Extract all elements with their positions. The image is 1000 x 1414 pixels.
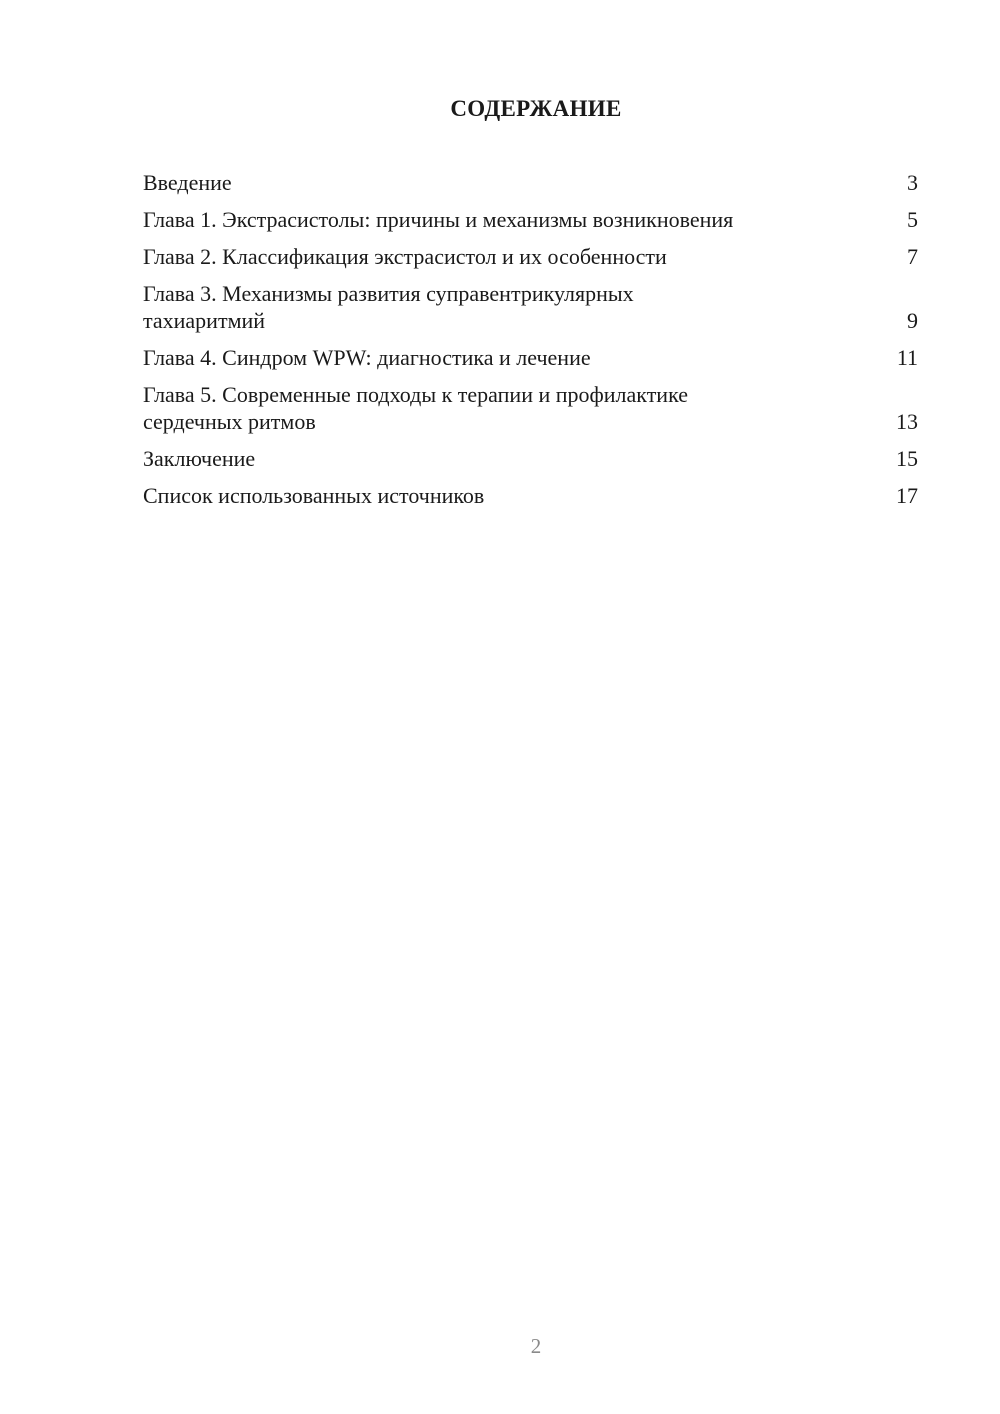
page-number: 2 (530, 1334, 542, 1358)
toc-entry-label: Заключение (143, 446, 256, 471)
toc-entry-page: 3 (907, 170, 918, 195)
toc-entry-references[interactable] (143, 482, 918, 509)
toc-entry-label: Глава 3. Механизмы развития суправентрикулярных тахиаритмий (143, 281, 634, 333)
toc-entry-label: Глава 4. Синдром WPW: диагностика и лечение (143, 345, 591, 370)
toc-entry-page: 17 (896, 483, 918, 508)
toc-entry-chapter-1[interactable] (143, 206, 918, 233)
toc-entry-label: Глава 1. Экстрасистолы: причины и механизмы возникновения (143, 207, 734, 232)
toc-entry-label: Список использованных источников (143, 483, 485, 508)
toc-entry-label: Введение (143, 170, 232, 195)
toc-entry-chapter-5[interactable] (143, 381, 918, 435)
toc-entry-introduction[interactable] (143, 169, 918, 196)
toc-entry-page: 5 (907, 207, 918, 232)
toc-entry-chapter-2[interactable] (143, 243, 918, 270)
toc-entry-label: Глава 2. Классификация экстрасистол и их особенности (143, 244, 667, 269)
toc-entry-chapter-4[interactable] (143, 344, 918, 371)
toc-entry-label: Глава 5. Современные подходы к терапии и профилактике сердечных ритмов (143, 382, 688, 434)
toc-entry-page: 15 (896, 446, 918, 471)
toc-entry-page: 11 (896, 345, 918, 370)
toc-entry-page: 13 (896, 409, 918, 434)
toc-entry-page: 9 (907, 308, 918, 333)
toc-entry-chapter-3[interactable] (143, 280, 918, 334)
toc-entry-conclusion[interactable] (143, 445, 918, 472)
toc-entry-page: 7 (907, 244, 918, 269)
table-of-contents (143, 169, 918, 519)
page-title: СОДЕРЖАНИЕ (450, 96, 622, 121)
